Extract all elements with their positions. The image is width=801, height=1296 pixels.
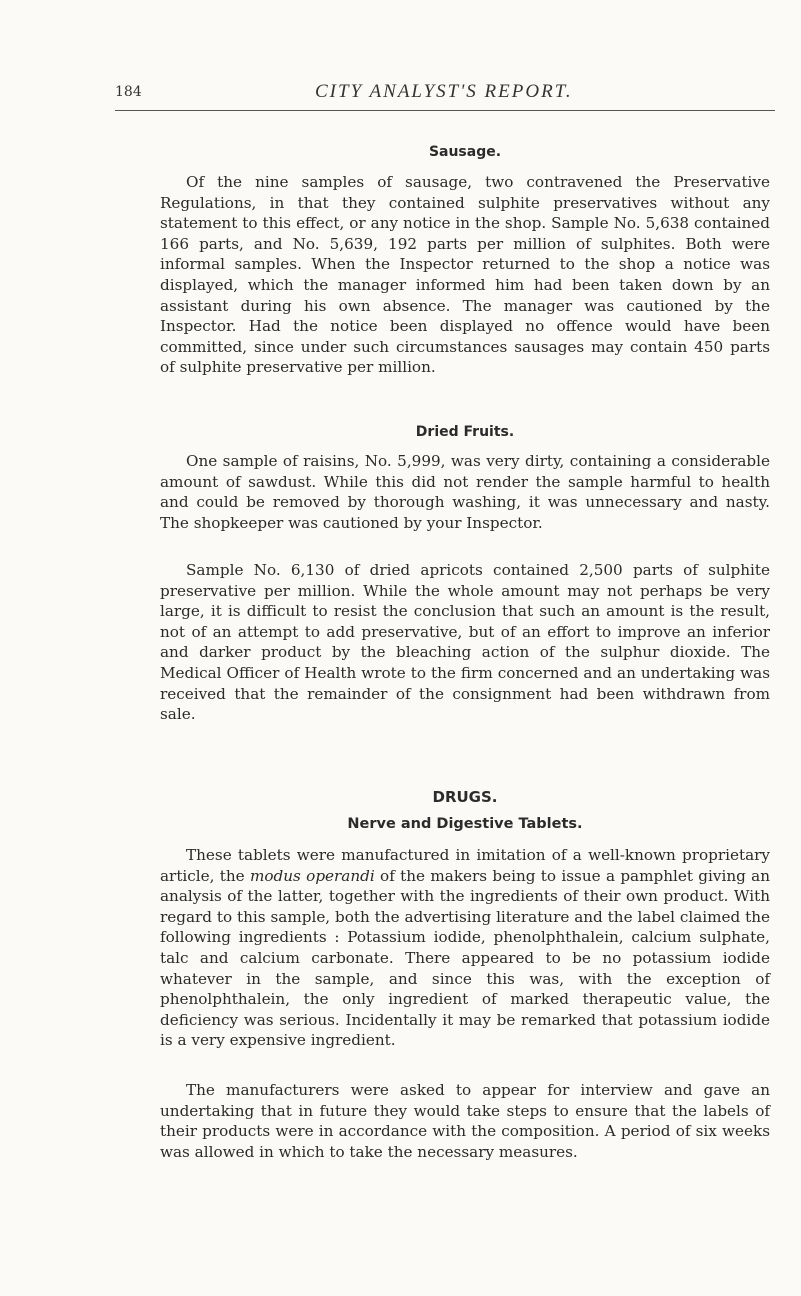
paragraph-manufacturers bbox=[160, 1080, 770, 1162]
paragraph-manufacturers-text: The manufacturers were asked to appear for interview and gave an undertaking that in future they would take steps to ensure that the labels of their products were in accordance with the composition. A period of six weeks was allowed in which to take the necessary measures. bbox=[160, 1081, 770, 1161]
paragraph-raisins-text: One sample of raisins, No. 5,999, was very dirty, containing a considerable amount of sawdust. While this did not render the sample harmful to health and could be removed by thorough washing, it was unnecessary and nasty. The shopkeeper was cautioned by your Inspector. bbox=[160, 452, 770, 532]
paragraph-tablets-text-2: of the makers being to issue a pamphlet giving an analysis of the latter, together with the ingredients of their own product. With regard to this sample, both the advertising literature and the label claimed the following ingredients : Potassium iodide, phenolphthalein, calcium sulphate, talc and calcium carbonate. There appeared to be no potassium iodide whatever in the sample, and since this was, with the exception of phenolphthalein, the only ingredient of marked therapeutic value, the deficiency was serious. Incidentally it may be remarked that potassium iodide is a very expensive ingredient. bbox=[160, 866, 770, 1050]
paragraph-sausage bbox=[160, 172, 770, 378]
paragraph-tablets bbox=[160, 845, 770, 1051]
paragraph-sausage-text: Of the nine samples of sausage, two contravened the Preservative Regulations, in that they contained sulphite preservatives without any statement to this effect, or any notice in the shop. Sample No. 5,638 contained 166 parts, and No. 5,639, 192 parts per million of sulphites. Both were informal samples. When the Inspector returned to the shop a notice was displayed, which the manager informed him had been taken down by an assistant during his own absence. The manager was cautioned by the Inspector. Had the notice been displayed no offence would have been committed, since under such circumstances sausages may contain 450 parts of sulphite preservative per million. bbox=[160, 173, 770, 377]
paragraph-apricots-text: Sample No. 6,130 of dried apricots contained 2,500 parts of sulphite preservative per million. While the whole amount may not perhaps be very large, it is difficult to resist the conclusion that such an amount is the result, not of an attempt to add preservative, but of an effort to improve an inferior and darker product by the bleaching action of the sulphur dioxide. The Medical Officer of Health wrote to the firm concerned and an undertaking was received that the remainder of the consignment had been withdrawn from sale. bbox=[160, 561, 770, 724]
running-header bbox=[115, 81, 775, 111]
heading-sausage: Sausage. bbox=[428, 144, 502, 160]
paragraph-tablets-italic: modus operandi bbox=[250, 866, 375, 885]
heading-nerve-digestive-tablets: Nerve and Digestive Tablets. bbox=[347, 816, 583, 832]
paragraph-tablets-text-1: These tablets were manufactured in imitation of a well-known proprietary article, the bbox=[160, 846, 770, 885]
paragraph-apricots bbox=[160, 560, 770, 725]
paragraph-raisins bbox=[160, 451, 770, 533]
heading-dried-fruits: Dried Fruits. bbox=[415, 424, 515, 440]
heading-drugs: DRUGS. bbox=[432, 788, 498, 806]
running-title: CITY ANALYST'S REPORT. bbox=[315, 81, 573, 102]
page-number: 184 bbox=[115, 84, 142, 100]
